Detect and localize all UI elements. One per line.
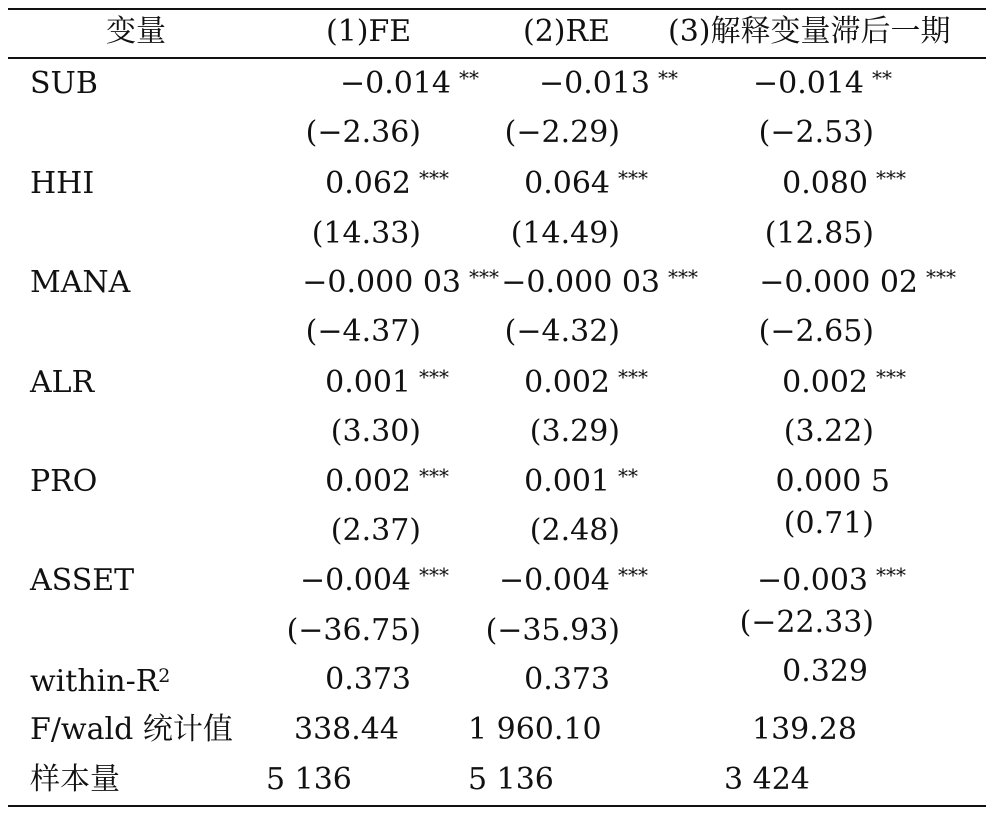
f-wald-fe: 338.44 <box>294 712 399 747</box>
significance-stars: ** <box>658 66 678 90</box>
sample-re: 5 136 <box>468 762 554 797</box>
header-col1-fe: (1)FE <box>326 14 412 49</box>
significance-stars: *** <box>419 365 449 389</box>
coef-sub-fe <box>339 66 479 102</box>
tstat-hhi-re: (14.49) <box>510 216 620 251</box>
significance-stars: *** <box>618 166 648 190</box>
coef-mana-re <box>501 265 698 301</box>
significance-stars: *** <box>419 166 449 190</box>
row-label-mana: MANA <box>30 265 131 300</box>
within-r2-re: 0.373 <box>524 662 610 697</box>
tstat-pro-re: (2.48) <box>529 513 620 548</box>
tstat-pro-fe: (2.37) <box>330 513 421 548</box>
regression-table <box>8 0 986 816</box>
significance-stars: *** <box>876 166 906 190</box>
row-label-f-wald: F/wald 统计值 <box>30 712 233 747</box>
tstat-alr-re: (3.29) <box>529 414 620 449</box>
coef-value: 0.001 <box>524 464 610 499</box>
coef-alr-fe <box>325 365 449 401</box>
tstat-alr-lag: (3.22) <box>783 414 874 449</box>
coef-asset-re <box>498 563 648 599</box>
coef-pro-re <box>524 464 638 500</box>
tstat-asset-lag: (−22.33) <box>739 605 874 640</box>
within-r2-superscript: 2 <box>158 665 171 687</box>
significance-stars: *** <box>876 563 906 587</box>
coef-value: −0.004 <box>498 563 610 598</box>
coef-value: −0.000 03 <box>302 265 461 300</box>
coef-value: 0.002 <box>325 464 411 499</box>
tstat-hhi-fe: (14.33) <box>311 216 421 251</box>
tstat-asset-fe: (−36.75) <box>286 613 421 648</box>
header-rule <box>8 57 986 59</box>
coef-pro-fe <box>325 464 449 500</box>
significance-stars: *** <box>419 563 449 587</box>
tstat-sub-re: (−2.29) <box>504 115 620 150</box>
within-r2-lag: 0.329 <box>782 654 868 689</box>
coef-value: 0.080 <box>782 166 868 201</box>
coef-asset-fe <box>299 563 449 599</box>
bottom-rule <box>8 805 986 807</box>
coef-sub-re <box>538 66 678 102</box>
coef-hhi-fe <box>325 166 449 202</box>
coef-mana-fe <box>302 265 499 301</box>
coef-hhi-lag <box>782 166 906 202</box>
row-label-sample: 样本量 <box>30 762 120 797</box>
significance-stars: ** <box>459 66 479 90</box>
coef-alr-lag <box>782 365 906 401</box>
f-wald-lag: 139.28 <box>752 712 857 747</box>
coef-hhi-re <box>524 166 648 202</box>
coef-value: 0.002 <box>782 365 868 400</box>
f-wald-re: 1 960.10 <box>468 712 602 747</box>
significance-stars: ** <box>618 464 638 488</box>
coef-pro-lag <box>775 464 890 500</box>
significance-stars: *** <box>876 365 906 389</box>
tstat-mana-re: (−4.32) <box>504 314 620 349</box>
sample-fe: 5 136 <box>266 762 352 797</box>
significance-stars: *** <box>469 265 499 289</box>
significance-stars: *** <box>926 265 956 289</box>
significance-stars: *** <box>618 365 648 389</box>
tstat-hhi-lag: (12.85) <box>764 216 874 251</box>
coef-alr-re <box>524 365 648 401</box>
tstat-sub-lag: (−2.53) <box>758 115 874 150</box>
row-label-sub: SUB <box>30 66 98 101</box>
coef-value: 0.064 <box>524 166 610 201</box>
coef-value: −0.003 <box>756 563 868 598</box>
coef-value: 0.062 <box>325 166 411 201</box>
row-label-asset: ASSET <box>30 563 135 598</box>
tstat-mana-fe: (−4.37) <box>305 314 421 349</box>
tstat-mana-lag: (−2.65) <box>758 314 874 349</box>
significance-stars: *** <box>419 464 449 488</box>
coef-sub-lag <box>752 66 892 102</box>
top-rule <box>8 8 986 10</box>
header-col2-re: (2)RE <box>523 14 610 49</box>
tstat-asset-re: (−35.93) <box>485 613 620 648</box>
tstat-alr-fe: (3.30) <box>330 414 421 449</box>
header-variable: 变量 <box>106 14 166 49</box>
significance-stars: ** <box>872 66 892 90</box>
tstat-pro-lag: (0.71) <box>783 506 874 541</box>
coef-value: −0.004 <box>299 563 411 598</box>
within-r2-text: within-R <box>30 664 159 699</box>
coef-value: −0.014 <box>752 66 864 101</box>
coef-value: 0.002 <box>524 365 610 400</box>
within-r2-fe: 0.373 <box>325 662 411 697</box>
coef-mana-lag <box>759 265 956 301</box>
coef-value: −0.000 02 <box>759 265 918 300</box>
coef-value: −0.014 <box>339 66 451 101</box>
tstat-sub-fe: (−2.36) <box>305 115 421 150</box>
sample-lag: 3 424 <box>724 762 810 797</box>
significance-stars: *** <box>618 563 648 587</box>
coef-value: 0.000 5 <box>775 464 890 499</box>
significance-stars: *** <box>668 265 698 289</box>
row-label-alr: ALR <box>30 365 95 400</box>
header-col3-lag: (3)解释变量滞后一期 <box>668 14 951 49</box>
coef-value: −0.013 <box>538 66 650 101</box>
row-label-hhi: HHI <box>30 166 95 201</box>
coef-asset-lag <box>756 563 906 599</box>
coef-value: −0.000 03 <box>501 265 660 300</box>
row-label-pro: PRO <box>30 464 98 499</box>
row-label-within-r2 <box>30 664 170 700</box>
coef-value: 0.001 <box>325 365 411 400</box>
